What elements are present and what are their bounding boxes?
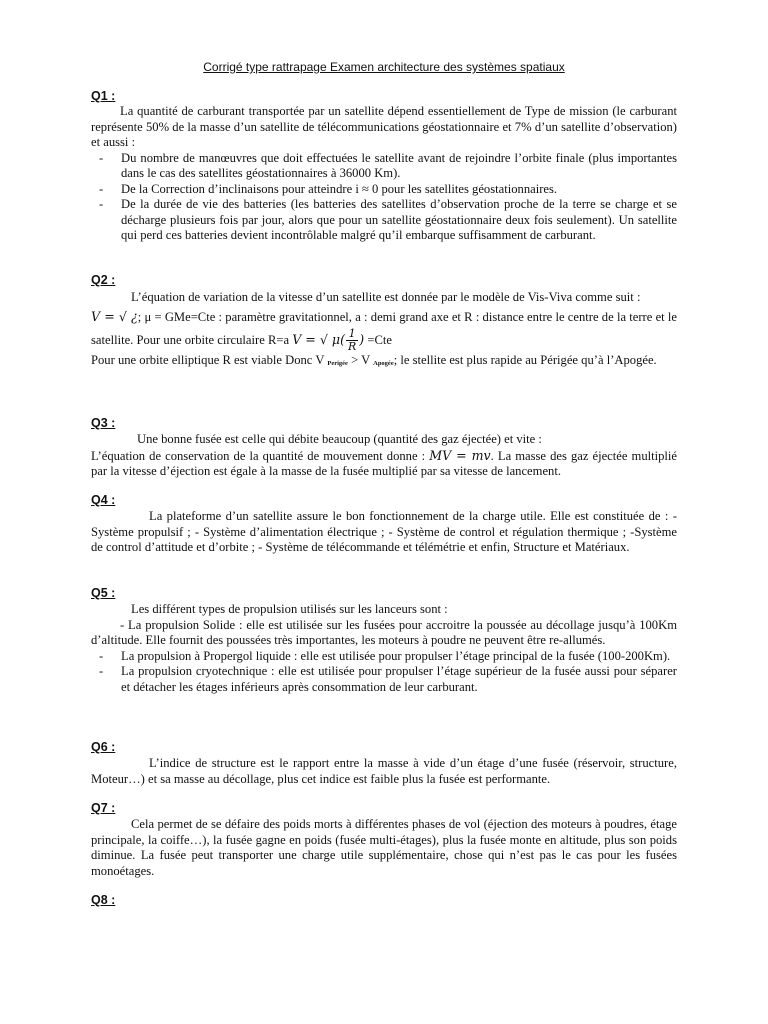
- q6-text: L’indice de structure est le rapport entre la masse à vide d’un étage d’une fusée (réservoir, structure, Moteur…) et sa masse au décollage, plus cet indice est faible plus la fusée est performante.: [91, 756, 677, 786]
- q5-answer: [91, 602, 677, 695]
- q1-answer: [91, 104, 677, 244]
- q5-item-1: - La propulsion à Propergol liquide : elle est utilisée pour propulser l’étage principal de la fusée (100-200Km).: [91, 649, 677, 665]
- q1-list: [91, 151, 677, 244]
- document-title: Corrigé type rattrapage Examen architecture des systèmes spatiaux: [203, 60, 565, 74]
- q2-line-2-end: =Cte: [367, 332, 392, 347]
- q4-text: La plateforme d’un satellite assure le bon fonctionnement de la charge utile. Elle est constituée de : - Système propulsif ; - Système d’alimentation électrique ; - Système de control et régulation thermique ; -Système de control d’attitude et d’orbite ; - Système de télécommande et télémétrie et enfin, Structure et Matériaux.: [91, 509, 677, 554]
- q7-heading: Q7 :: [91, 801, 116, 815]
- q5-solid: - La propulsion Solide : elle est utilisée sur les fusées pour accroitre la poussée au décollage jusqu’à 100Km d’altitude. Elle fournit des poussées très importantes, les moteurs à poudre ne peuvent être re-allumés.: [91, 617, 677, 647]
- q1-heading: Q1 :: [91, 89, 116, 103]
- q4-heading: Q4 :: [91, 493, 116, 507]
- q2-line-3: Pour une orbite elliptique R est viable Donc V Perigée > V Apogée; le stellite est plus rapide au Périgée qu’à l’Apogée.: [91, 352, 657, 367]
- q4-answer: [91, 509, 677, 556]
- q2-heading: Q2 :: [91, 273, 116, 287]
- q5-item-2: - La propulsion cryotechnique : elle est utilisée pour propulser l’étage supérieur de la fusée aussi pour séparer et détacher les étages inférieurs après consommation de leur carburant.: [91, 664, 677, 695]
- q1-intro: La quantité de carburant transportée par un satellite dépend essentiellement de Type de mission (le carburant représente 50% de la masse d’un satellite de télécommunications géostationnaire et 7% d’un satellite d’observation) et aussi :: [91, 104, 677, 149]
- q1-item-1: - Du nombre de manœuvres que doit effectuées le satellite avant de rejoindre l’orbite finale (plus importantes dans le cas des satellites géostationnaires à 36000 Km).: [91, 151, 677, 182]
- q6-heading: Q6 :: [91, 740, 116, 754]
- vis-viva-formula: V = √ ¿: [91, 308, 138, 324]
- q1-item-3: - De la durée de vie des batteries (les batteries des satellites d’observation proche de la terre se charge et se décharge plusieurs fois par jour, alors que pour un satellite géostationnaire deux fois seulement). Un satellite qui perd ces batteries devient incontrôlable malgré qu’il embarque suffisamment de carburant.: [91, 197, 677, 244]
- circular-orbit-formula: V = √ μ( $\frac{1}{R}$ ): [292, 326, 365, 353]
- q6-answer: [91, 756, 677, 787]
- momentum-formula: MV = mv: [429, 447, 491, 463]
- q5-intro: Les différent types de propulsion utilisés sur les lanceurs sont :: [131, 602, 448, 616]
- q5-heading: Q5 :: [91, 586, 116, 600]
- q2-line-2: [91, 306, 677, 353]
- q2-answer: [91, 290, 677, 371]
- subscript-perigee: Perigée: [327, 359, 348, 367]
- q5-list: [91, 649, 677, 696]
- q3-line-2: L’équation de conservation de la quantité de mouvement donne : MV = mv. La masse des gaz éjectée multiplié par la vitesse d’éjection est égale à la masse de la fusée multiplié par sa vitesse de lancement.: [91, 447, 677, 478]
- fraction-one-over-r: $\frac{1}{R}$: [347, 326, 357, 353]
- q7-answer: [91, 817, 677, 879]
- q1-item-2: - De la Correction d’inclinaisons pour atteindre i ≈ 0 pour les satellites géostationnaires.: [91, 182, 677, 198]
- q7-text: Cela permet de se défaire des poids morts à différentes phases de vol (éjection des moteurs à poudres, étage principale, la coiffe…), la fusée gagne en poids (fusée multi-étages), plus la fusée monte en altitude, plus son poids diminue. La fusée peut transporter une charge utile supplémentaire, chose qui n’est pas le cas pour les fusées monoétages.: [91, 817, 677, 878]
- q3-answer: [91, 432, 677, 480]
- q3-line-1: Une bonne fusée est celle qui débite beaucoup (quantité des gaz éjectée) et vite :: [137, 432, 542, 446]
- q2-line-2-text: ; μ = GMe=Cte : paramètre gravitationnel, a : demi grand axe et R : distance entre le centre de la terre et le satellite. Pour une orbite circulaire R=a: [91, 309, 678, 347]
- q3-heading: Q3 :: [91, 416, 116, 430]
- q2-line-1: L’équation de variation de la vitesse d’un satellite est donnée par le modèle de Vis-Viva comme suit :: [131, 290, 641, 304]
- q8-heading: Q8 :: [91, 893, 116, 907]
- subscript-apogee: Apogée: [373, 359, 394, 367]
